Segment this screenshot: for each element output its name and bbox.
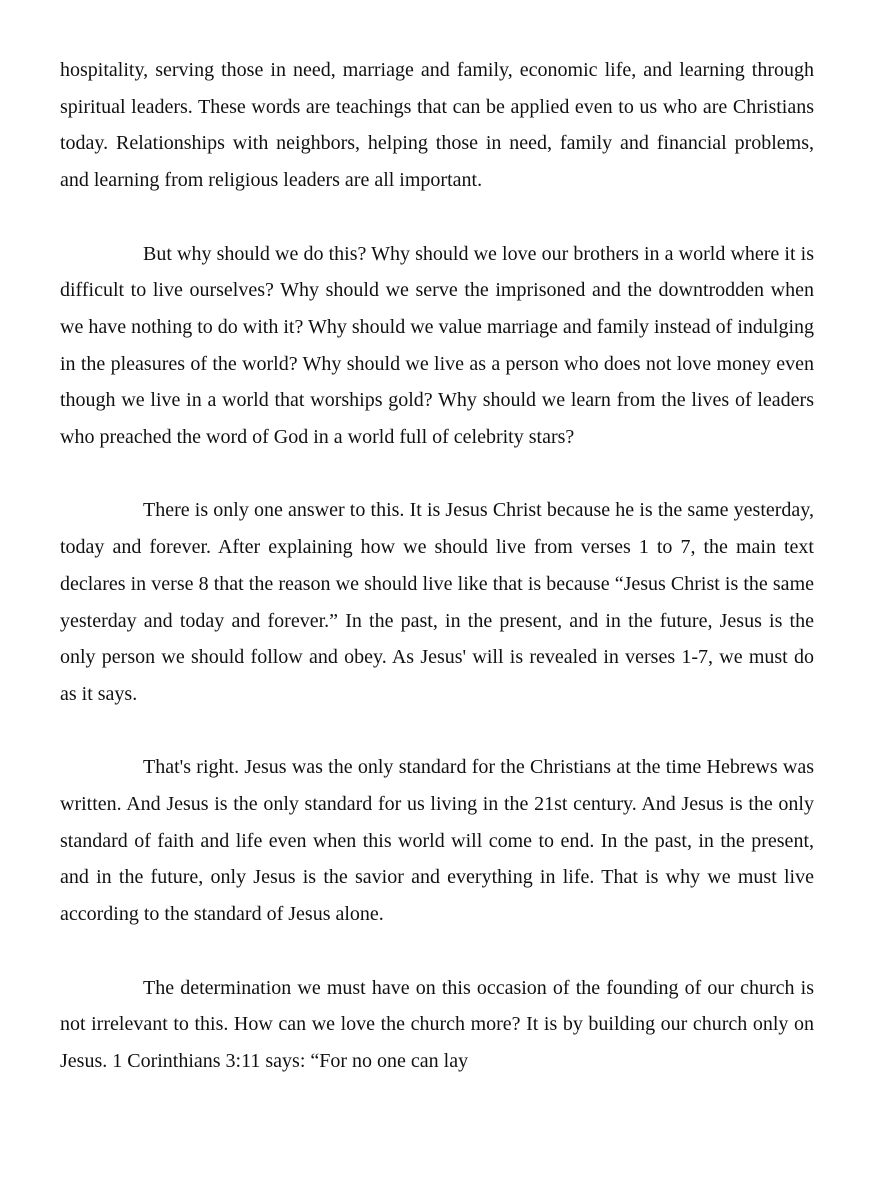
paragraph-3: There is only one answer to this. It is Jesus Christ because he is the same yesterday, today and forever. After explaining how we should live from verses 1 to 7, the main text declares in verse 8 that the reason we should live like that is because “Jesus Christ is the same yesterday and today and forever.” In the past, in the present, and in the future, Jesus is the only person we should follow and obey. As Jesus' will is revealed in verses 1-7, we must do as it says.	[60, 499, 814, 705]
paragraph-4: That's right. Jesus was the only standard for the Christians at the time Hebrews was written. And Jesus is the only standard for us living in the 21st century. And Jesus is the only standard of faith and life even when this world will come to end. In the past, in the present, and in the future, only Jesus is the savior and everything in life. That is why we must live according to the standard of Jesus alone.	[60, 756, 814, 926]
paragraph-1: hospitality, serving those in need, marriage and family, economic life, and learning through spiritual leaders. These words are teachings that can be applied even to us who are Christians today. Relationships with neighbors, helping those in need, family and financial problems, and learning from religious leaders are all important.	[60, 59, 814, 192]
paragraph-5: The determination we must have on this occasion of the founding of our church is not irrelevant to this. How can we love the church more? It is by building our church only on Jesus. 1 Corinthians 3:11 says: “For no one can lay	[60, 976, 814, 1072]
document-page	[60, 52, 814, 1080]
paragraph-2: But why should we do this? Why should we love our brothers in a world where it is difficult to live ourselves? Why should we serve the imprisoned and the downtrodden when we have nothing to do with it? Why should we value marriage and family instead of indulging in the pleasures of the world? Why should we live as a person who does not love money even though we live in a world that worships gold? Why should we learn from the lives of leaders who preached the word of God in a world full of celebrity stars?	[60, 242, 814, 449]
